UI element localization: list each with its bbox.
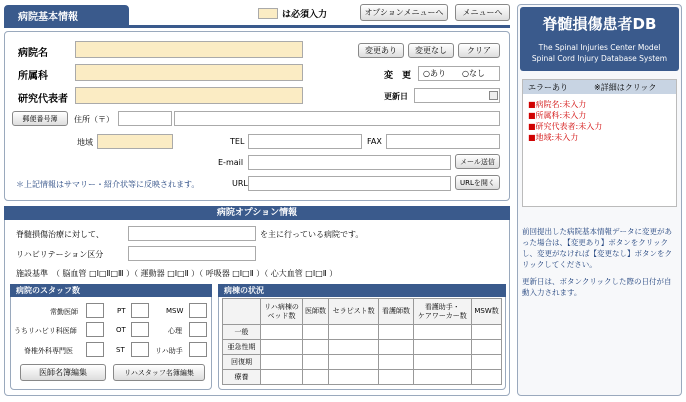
table-row	[223, 325, 502, 340]
hospital-label: 病院名	[18, 48, 48, 59]
address-label: 住所（〒）	[74, 115, 114, 124]
change-label: 変 更	[384, 71, 412, 81]
open-url-button[interactable]: URLを開く	[455, 175, 500, 190]
ward-cell[interactable]	[303, 370, 329, 385]
ward-cell[interactable]	[328, 340, 379, 355]
staff-m3: ST	[116, 346, 125, 354]
staff-r1-input[interactable]	[189, 303, 207, 318]
header-rule	[4, 25, 510, 28]
staff-r3: リハ助手	[155, 347, 183, 355]
staff-l2-input[interactable]	[86, 322, 104, 337]
staff-m1-input[interactable]	[131, 303, 149, 318]
staff-m2-input[interactable]	[131, 322, 149, 337]
staff-l2: うちリハビリ科医師	[14, 327, 77, 335]
email-label: E-mail	[218, 158, 244, 167]
region-input[interactable]	[97, 134, 173, 149]
url-label: URL	[232, 179, 248, 188]
clear-button[interactable]: クリア	[458, 43, 500, 58]
ward-row-label: 一般	[223, 325, 261, 340]
ward-cell[interactable]	[303, 355, 329, 370]
error-head-label: エラーあり	[528, 83, 568, 92]
ward-cell[interactable]	[472, 370, 502, 385]
table-row	[223, 355, 502, 370]
facility-standards[interactable]: 施設基準 （ 脳血管 □Ⅰ□Ⅱ□Ⅲ ）（ 運動器 □Ⅰ□Ⅱ ）（ 呼吸器 □Ⅰ□Ⅱ ）（ 心大血管 □Ⅰ□Ⅱ ）	[16, 269, 338, 278]
ward-cell[interactable]	[472, 355, 502, 370]
required-note: は必須入力	[282, 10, 328, 20]
treatment-label: 脊髄損傷治療に対して、	[16, 230, 104, 239]
ward-title: 病棟の状況	[218, 284, 506, 297]
menu-button[interactable]: メニューへ	[455, 4, 510, 21]
mail-send-button[interactable]: メール送信	[455, 154, 500, 169]
staff-l3-input[interactable]	[86, 342, 104, 357]
address-input[interactable]	[174, 111, 500, 126]
ward-cell[interactable]	[379, 370, 413, 385]
ward-cell[interactable]	[379, 325, 413, 340]
rehab-category-label: リハビリテーション区分	[16, 250, 104, 259]
ward-col-doctors: 医師数	[303, 299, 329, 325]
rehab-staff-list-button[interactable]: リハスタッフ名簿編集	[113, 364, 205, 381]
db-subtitle-2: Spinal Cord Injury Database System	[531, 54, 668, 63]
updated-label: 更新日	[384, 92, 408, 101]
staff-r3-input[interactable]	[189, 342, 207, 357]
help-text-1: 前回提出した病院基本情報データに変更があった場合は、【変更あり】ボタンをクリックし、変更がなければ【変更なし】ボタンをクリックしてください。	[522, 227, 672, 269]
tel-label: TEL	[230, 137, 245, 146]
change-no-button[interactable]: 変更なし	[408, 43, 454, 58]
ward-cell[interactable]	[413, 340, 472, 355]
db-title: 脊髄損傷患者DB	[542, 15, 657, 33]
staff-l1: 常勤医師	[50, 308, 78, 316]
hospital-name-input[interactable]	[75, 41, 303, 58]
staff-l1-input[interactable]	[86, 303, 104, 318]
ward-col-beds: リハ病棟の ベッド数	[261, 299, 303, 325]
ward-cell[interactable]	[379, 340, 413, 355]
calendar-icon[interactable]	[489, 91, 498, 100]
fax-label: FAX	[367, 137, 382, 146]
staff-r2: 心理	[168, 327, 182, 335]
staff-r1: MSW	[166, 307, 184, 315]
ward-cell[interactable]	[413, 355, 472, 370]
representative-input[interactable]	[75, 87, 303, 104]
ward-row-label: 回復期	[223, 355, 261, 370]
ward-cell[interactable]	[261, 355, 303, 370]
tab-label: 病院基本情報	[18, 11, 78, 23]
error-item: ■病院名:未入力	[528, 100, 587, 109]
option-menu-button[interactable]: オプションメニューへ	[360, 4, 448, 21]
staff-r2-input[interactable]	[189, 322, 207, 337]
change-yes-button[interactable]: 変更あり	[358, 43, 404, 58]
tab-hospital-info[interactable]	[4, 5, 129, 25]
staff-m3-input[interactable]	[131, 342, 149, 357]
table-row	[223, 370, 502, 385]
ward-col-therapists: セラピスト数	[328, 299, 379, 325]
error-item: ■地域:未入力	[528, 133, 579, 142]
error-item: ■研究代表者:未入力	[528, 122, 603, 131]
ward-cell[interactable]	[328, 355, 379, 370]
ward-cell[interactable]	[303, 340, 329, 355]
help-text-2: 更新日は、ボタンクリックした際の日付が自動入力されます。	[522, 277, 672, 297]
ward-cell[interactable]	[261, 370, 303, 385]
staff-l3: 脊椎外科専門医	[24, 347, 73, 355]
error-hint: ※詳細はクリック	[594, 83, 657, 92]
ward-col-nurses: 看護師数	[379, 299, 413, 325]
table-row	[223, 340, 502, 355]
ward-cell[interactable]	[472, 340, 502, 355]
doctor-list-button[interactable]: 医師名簿編集	[20, 364, 106, 381]
treatment-suffix: を主に行っている病院です。	[260, 230, 364, 239]
change-yes-radio[interactable]: ○あり	[423, 69, 446, 78]
fax-input[interactable]	[386, 134, 500, 149]
tel-input[interactable]	[248, 134, 362, 149]
change-no-radio[interactable]: ○なし	[462, 69, 485, 78]
updated-date-input[interactable]	[414, 88, 500, 103]
ward-row-label: 亜急性期	[223, 340, 261, 355]
options-title: 病院オプション情報	[4, 206, 510, 220]
db-subtitle-1: The Spinal Injuries Center Model	[538, 43, 661, 52]
rehab-category-input[interactable]	[128, 246, 256, 261]
email-input[interactable]	[248, 155, 451, 170]
ward-cell[interactable]	[328, 325, 379, 340]
url-input[interactable]	[248, 176, 451, 191]
ward-row-label: 療養	[223, 370, 261, 385]
region-label: 地域	[77, 138, 93, 147]
ward-cell[interactable]	[261, 325, 303, 340]
dept-input[interactable]	[75, 64, 303, 81]
ward-cell[interactable]	[472, 325, 502, 340]
treatment-input[interactable]	[128, 226, 256, 241]
error-item: ■所属科:未入力	[528, 111, 587, 120]
dept-label: 所属科	[18, 71, 48, 82]
ward-corner	[223, 299, 261, 325]
ward-cell[interactable]	[413, 370, 472, 385]
rep-label: 研究代表者	[18, 94, 68, 105]
ward-cell[interactable]	[261, 340, 303, 355]
ward-cell[interactable]	[379, 355, 413, 370]
staff-m2: OT	[116, 326, 126, 334]
zip-lookup-button[interactable]: 郵便番号簿	[12, 111, 68, 126]
zip-input[interactable]	[118, 111, 172, 126]
ward-col-msw: MSW数	[472, 299, 502, 325]
ward-col-aides: 看護助手・ ケアワーカー数	[413, 299, 472, 325]
ward-cell[interactable]	[303, 325, 329, 340]
ward-cell[interactable]	[328, 370, 379, 385]
staff-m1: PT	[117, 307, 126, 315]
staff-title: 病院のスタッフ数	[10, 284, 212, 297]
required-swatch	[258, 8, 278, 19]
ward-cell[interactable]	[413, 325, 472, 340]
reflect-note: ＊上記情報はサマリー・紹介状等に反映されます。	[16, 180, 200, 189]
ward-table	[222, 298, 502, 385]
